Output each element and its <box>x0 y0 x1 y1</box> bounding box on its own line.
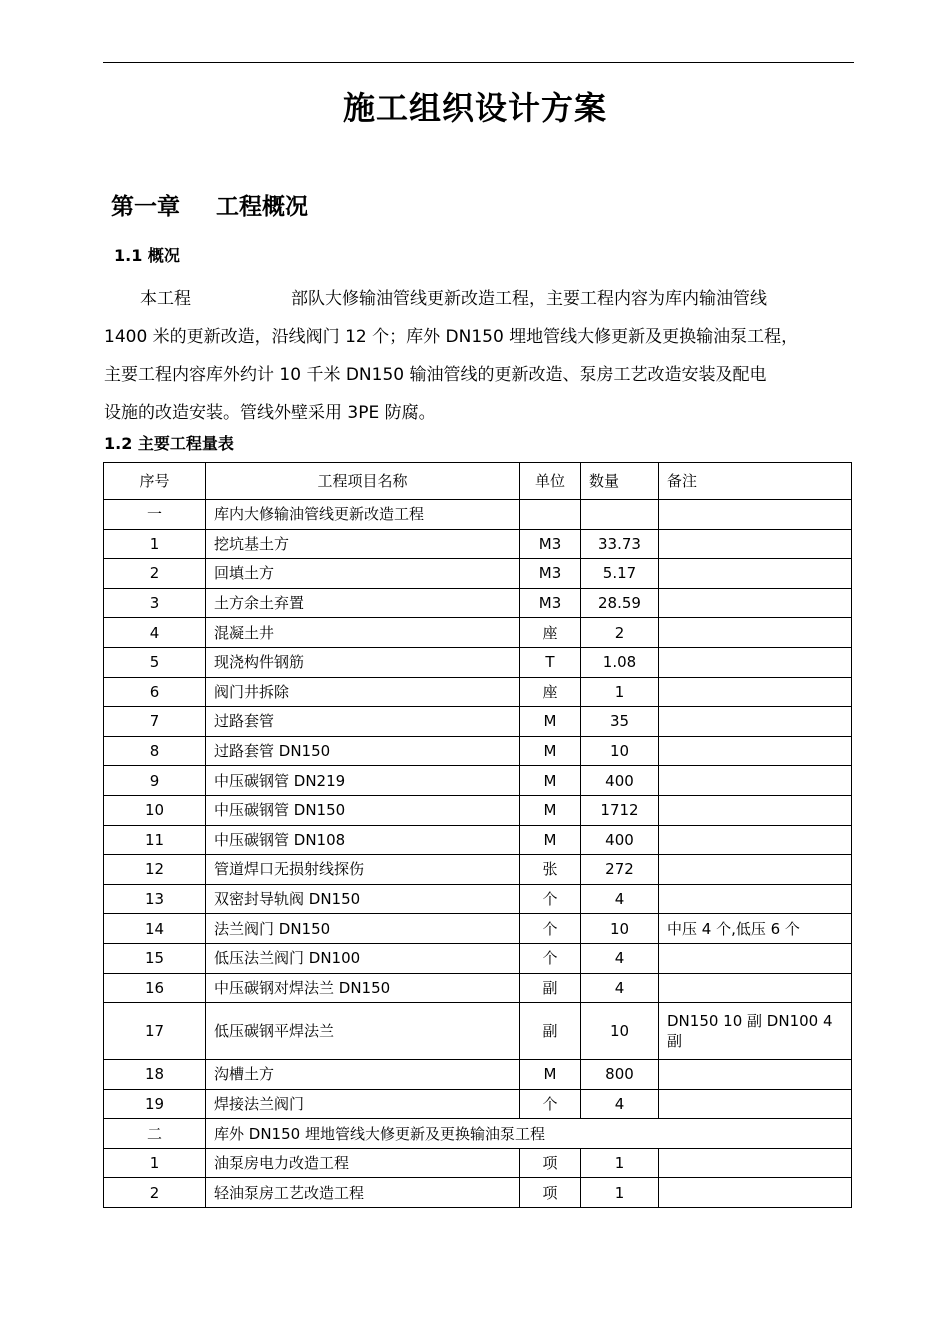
paragraph-text: 本工程 <box>140 289 191 309</box>
row-number: 8 <box>104 736 206 766</box>
row-number: 2 <box>104 559 206 589</box>
group-note-cell <box>659 500 852 530</box>
group-name: 库外 DN150 埋地管线大修更新及更换输油泵工程 <box>206 1119 852 1149</box>
row-number: 3 <box>104 588 206 618</box>
item-unit: M <box>520 707 581 737</box>
row-number: 5 <box>104 647 206 677</box>
table-body <box>104 500 852 1208</box>
row-number: 1 <box>104 529 206 559</box>
table-row <box>104 736 852 766</box>
row-number: 9 <box>104 766 206 796</box>
column-header-note: 备注 <box>659 463 852 500</box>
row-number: 14 <box>104 914 206 944</box>
item-name: 过路套管 <box>206 707 520 737</box>
item-name: 土方余土弃置 <box>206 588 520 618</box>
item-name: 低压碳钢平焊法兰 <box>206 1003 520 1060</box>
item-note <box>659 943 852 973</box>
item-unit: M3 <box>520 588 581 618</box>
section-heading-1-1: 1.1 概况 <box>114 246 180 265</box>
item-note <box>659 618 852 648</box>
item-unit: M <box>520 795 581 825</box>
item-name: 管道焊口无损射线探伤 <box>206 855 520 885</box>
column-header-unit: 单位 <box>520 463 581 500</box>
table-row <box>104 588 852 618</box>
table-row <box>104 1178 852 1208</box>
item-note <box>659 707 852 737</box>
overview-paragraph <box>104 280 856 432</box>
item-note <box>659 973 852 1003</box>
row-number: 11 <box>104 825 206 855</box>
item-quantity: 10 <box>581 736 659 766</box>
group-row-2 <box>104 1119 852 1149</box>
item-quantity: 4 <box>581 943 659 973</box>
item-unit: 座 <box>520 618 581 648</box>
item-quantity: 1 <box>581 1148 659 1178</box>
table-row <box>104 795 852 825</box>
item-quantity: 10 <box>581 914 659 944</box>
row-number: 13 <box>104 884 206 914</box>
item-unit: 项 <box>520 1148 581 1178</box>
table-row <box>104 1003 852 1060</box>
item-note <box>659 529 852 559</box>
item-unit: M <box>520 766 581 796</box>
item-quantity: 28.59 <box>581 588 659 618</box>
item-quantity: 800 <box>581 1060 659 1090</box>
item-name: 法兰阀门 DN150 <box>206 914 520 944</box>
paragraph-line: 主要工程内容库外约计 10 千米 DN150 输油管线的更新改造、泵房工艺改造安装及配电 <box>104 365 767 385</box>
table-row <box>104 766 852 796</box>
item-unit: 项 <box>520 1178 581 1208</box>
item-unit: M <box>520 1060 581 1090</box>
item-name: 回填土方 <box>206 559 520 589</box>
column-header-no: 序号 <box>104 463 206 500</box>
item-name: 挖坑基土方 <box>206 529 520 559</box>
section-heading-1-2: 1.2 主要工程量表 <box>104 434 234 453</box>
row-number: 10 <box>104 795 206 825</box>
group-row-1 <box>104 500 852 530</box>
row-number: 4 <box>104 618 206 648</box>
header-rule <box>103 62 854 63</box>
table-row <box>104 1089 852 1119</box>
row-number: 2 <box>104 1178 206 1208</box>
table-row <box>104 825 852 855</box>
item-quantity: 5.17 <box>581 559 659 589</box>
table-row <box>104 529 852 559</box>
item-unit: M3 <box>520 559 581 589</box>
row-number: 17 <box>104 1003 206 1060</box>
table-row <box>104 677 852 707</box>
item-note <box>659 884 852 914</box>
item-note <box>659 1148 852 1178</box>
group-qty-cell <box>581 500 659 530</box>
paragraph-line: 1400 米的更新改造，沿线阀门 12 个；库外 DN150 埋地管线大修更新及更换输油泵工程， <box>104 327 799 347</box>
item-note <box>659 795 852 825</box>
table-row <box>104 647 852 677</box>
item-quantity: 35 <box>581 707 659 737</box>
column-header-name: 工程项目名称 <box>206 463 520 500</box>
chapter-number: 第一章 <box>111 194 180 220</box>
item-unit: M <box>520 736 581 766</box>
row-number: 19 <box>104 1089 206 1119</box>
row-number: 1 <box>104 1148 206 1178</box>
item-name: 轻油泵房工艺改造工程 <box>206 1178 520 1208</box>
item-name: 低压法兰阀门 DN100 <box>206 943 520 973</box>
item-name: 阀门井拆除 <box>206 677 520 707</box>
item-quantity: 400 <box>581 766 659 796</box>
item-quantity: 33.73 <box>581 529 659 559</box>
item-note <box>659 1178 852 1208</box>
item-name: 中压碳钢管 DN108 <box>206 825 520 855</box>
item-note <box>659 825 852 855</box>
item-name: 中压碳钢对焊法兰 DN150 <box>206 973 520 1003</box>
item-unit: 座 <box>520 677 581 707</box>
table-row <box>104 884 852 914</box>
item-name: 双密封导轨阀 DN150 <box>206 884 520 914</box>
item-quantity: 2 <box>581 618 659 648</box>
item-unit: 副 <box>520 973 581 1003</box>
table-row <box>104 855 852 885</box>
item-name: 焊接法兰阀门 <box>206 1089 520 1119</box>
table-row <box>104 1148 852 1178</box>
item-note: DN150 10 副 DN100 4 副 <box>659 1003 852 1060</box>
item-quantity: 4 <box>581 1089 659 1119</box>
group-unit-cell <box>520 500 581 530</box>
item-name: 中压碳钢管 DN219 <box>206 766 520 796</box>
row-number: 7 <box>104 707 206 737</box>
table-row <box>104 973 852 1003</box>
item-quantity: 4 <box>581 884 659 914</box>
item-unit: M3 <box>520 529 581 559</box>
row-number: 15 <box>104 943 206 973</box>
item-name: 过路套管 DN150 <box>206 736 520 766</box>
item-unit: 张 <box>520 855 581 885</box>
column-header-qty: 数量 <box>581 463 659 500</box>
item-unit: T <box>520 647 581 677</box>
row-number: 18 <box>104 1060 206 1090</box>
table-row <box>104 707 852 737</box>
item-quantity: 400 <box>581 825 659 855</box>
item-quantity: 1.08 <box>581 647 659 677</box>
row-number: 12 <box>104 855 206 885</box>
item-note <box>659 1089 852 1119</box>
item-unit: 个 <box>520 914 581 944</box>
row-number: 16 <box>104 973 206 1003</box>
paragraph-text: 部队大修输油管线更新改造工程，主要工程内容为库内输油管线 <box>291 289 767 309</box>
quantity-table <box>103 462 852 1208</box>
item-unit: 个 <box>520 884 581 914</box>
paragraph-line: 设施的改造安装。管线外壁采用 3PE 防腐。 <box>104 403 436 423</box>
item-unit: 个 <box>520 1089 581 1119</box>
item-unit: 副 <box>520 1003 581 1060</box>
table-row <box>104 914 852 944</box>
paragraph-line <box>104 280 856 318</box>
item-note <box>659 855 852 885</box>
item-name: 混凝土井 <box>206 618 520 648</box>
item-name: 沟槽土方 <box>206 1060 520 1090</box>
item-note <box>659 736 852 766</box>
item-note <box>659 766 852 796</box>
item-quantity: 272 <box>581 855 659 885</box>
item-name: 油泵房电力改造工程 <box>206 1148 520 1178</box>
item-note <box>659 647 852 677</box>
chapter-heading <box>111 190 308 224</box>
table-row <box>104 1060 852 1090</box>
item-note: 中压 4 个,低压 6 个 <box>659 914 852 944</box>
row-number: 6 <box>104 677 206 707</box>
item-unit: 个 <box>520 943 581 973</box>
item-name: 现浇构件钢筋 <box>206 647 520 677</box>
table-row <box>104 618 852 648</box>
table-header-row <box>104 463 852 500</box>
item-name: 中压碳钢管 DN150 <box>206 795 520 825</box>
item-quantity: 4 <box>581 973 659 1003</box>
table-row <box>104 943 852 973</box>
item-quantity: 1712 <box>581 795 659 825</box>
group-number: 一 <box>104 500 206 530</box>
item-note <box>659 559 852 589</box>
table-row <box>104 559 852 589</box>
item-unit: M <box>520 825 581 855</box>
item-note <box>659 1060 852 1090</box>
group-number: 二 <box>104 1119 206 1149</box>
chapter-name: 工程概况 <box>216 194 308 220</box>
group-name: 库内大修输油管线更新改造工程 <box>206 500 520 530</box>
item-note <box>659 677 852 707</box>
item-quantity: 1 <box>581 1178 659 1208</box>
item-quantity: 10 <box>581 1003 659 1060</box>
item-note <box>659 588 852 618</box>
document-title: 施工组织设计方案 <box>342 89 607 127</box>
item-quantity: 1 <box>581 677 659 707</box>
